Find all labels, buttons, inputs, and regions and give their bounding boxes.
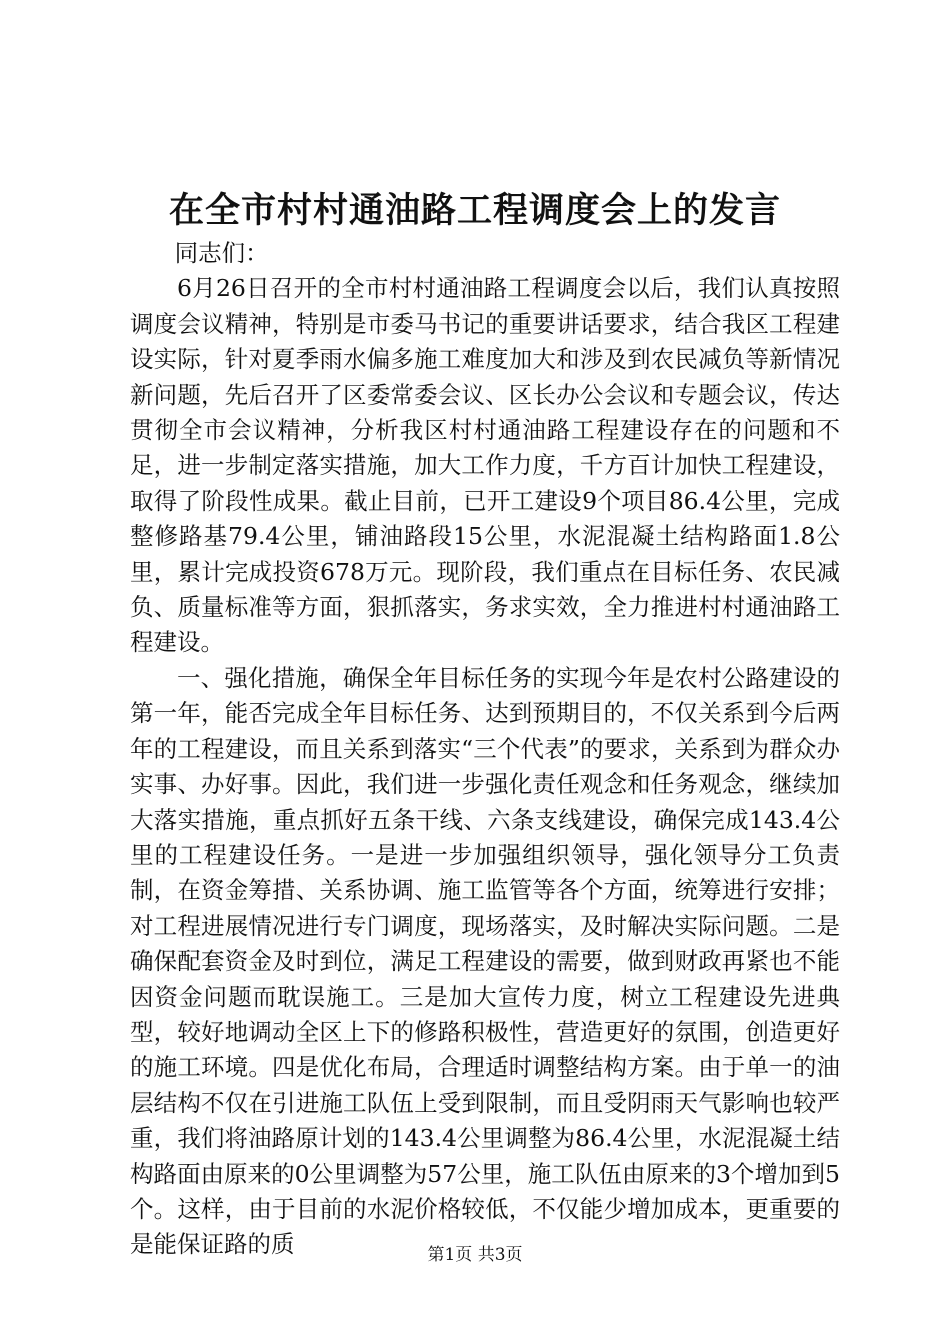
greeting: 同志们： [174, 239, 269, 267]
paragraph-1: 6月26日召开的全市村村通油路工程调度会以后，我们认真按照调度会议精神，特别是市委马书记的重要讲话要求，结合我区工程建设实际，针对夏季雨水偏多施工难度加大和涉及到农民减负等新情况新问题，先后召开了区委常委会议、区长办公会议和专题会议，传达贯彻全市会议精神，分析我区村村通油路工程建设存在的问题和不足，进一步制定落实措施，加大工作力度，千方百计加快工程建设，取得了阶段性成果。截止目前，已开工建设9个项目86.4公里，完成整修路基79.4公里，铺油路段15公里，水泥混凝土结构路面1.8公里，累计完成投资678万元。现阶段，我们重点在目标任务、农民减负、质量标准等方面，狠抓落实，务求实效，全力推进村村通油路工程建设。 [130, 274, 840, 657]
paragraph-2: 一、强化措施，确保全年目标任务的实现今年是农村公路建设的第一年，能否完成全年目标任务、达到预期目的，不仅关系到今后两年的工程建设，而且关系到落实“三个代表”的要求，关系到为群众办实事、办好事。因此，我们进一步强化责任观念和任务观念，继续加大落实措施，重点抓好五条干线、六条支线建设，确保完成143.4公里的工程建设任务。一是进一步加强组织领导，强化领导分工负责制，在资金筹措、关系协调、施工监管等各个方面，统筹进行安排；对工程进展情况进行专门调度，现场落实，及时解决实际问题。二是确保配套资金及时到位，满足工程建设的需要，做到财政再紧也不能因资金问题而耽误施工。三是加大宣传力度，树立工程建设先进典型，较好地调动全区上下的修路积极性，营造更好的氛围，创造更好的施工环境。四是优化布局，合理适时调整结构方案。由于单一的油层结构不仅在引进施工队伍上受到限制，而且受阴雨天气影响也较严重，我们将油路原计划的143.4公里调整为86.4公里，水泥混凝土结构路面由原来的0公里调整为57公里，施工队伍由原来的3个增加到5个。这样，由于目前的水泥价格较低，不仅能少增加成本，更重要的是能保证路的质 [130, 663, 840, 1259]
document-body [130, 236, 840, 1263]
document-title: 在全市村村通油路工程调度会上的发言 [168, 190, 781, 231]
page-footer: 第1页 共3页 [427, 1245, 523, 1265]
